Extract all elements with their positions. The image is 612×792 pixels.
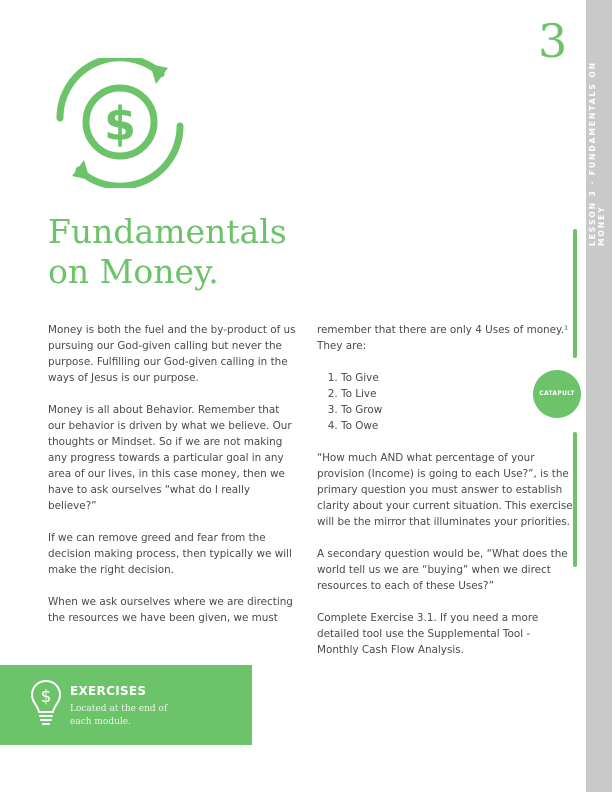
- accent-bar-bottom: [573, 432, 577, 567]
- paragraph: A secondary question would be, “What does the world tell us we are “buying” when we direct resources to each of these Uses?”: [317, 548, 568, 592]
- svg-text:$: $: [40, 687, 52, 707]
- paragraph: Complete Exercise 3.1. If you need a more detailed tool use the Supplemental Tool - Monthly Cash Flow Analysis.: [317, 612, 539, 656]
- catapult-badge: CATAPULT: [533, 370, 581, 418]
- right-column: [317, 322, 575, 674]
- paragraph: “How much AND what percentage of your provision (Income) is going to each Use?”, is the primary question you must answer to establish clarity about your current situation. This exercise will be the mirror that illuminates your priorities.: [317, 452, 573, 528]
- list-item: 2. To Live: [341, 386, 575, 402]
- accent-bar-top: [573, 229, 577, 358]
- paragraph: When we ask ourselves where we are directing the resources we have been given, we must: [48, 596, 293, 624]
- sidebar-lesson-label: LESSON 3 · FUNDAMENTALS ON MONEY: [588, 60, 606, 246]
- exercises-title: EXERCISES: [70, 684, 147, 698]
- dollar-lightbulb-icon: [30, 679, 62, 727]
- list-item: 4. To Owe: [341, 418, 575, 434]
- chapter-number: 3: [538, 14, 568, 68]
- left-column: [48, 322, 298, 642]
- title-line-1: Fundamentals: [48, 212, 287, 251]
- paragraph: remember that there are only 4 Uses of money.¹ They are:: [317, 324, 569, 352]
- paragraph: Money is all about Behavior. Remember that our behavior is driven by what we believe. Our thoughts or Mindset. So if we are not making any progress towards a particular goal in any area of our lives, in this case money, then we have to ask ourselves “what do I really believe?”: [48, 404, 292, 512]
- title-line-2: on Money.: [48, 252, 219, 291]
- dollar-cycle-icon: [46, 58, 190, 188]
- list-item: 3. To Grow: [341, 402, 575, 418]
- svg-text:$: $: [103, 97, 137, 151]
- paragraph: If we can remove greed and fear from the decision making process, then typically we will make the right decision.: [48, 532, 292, 576]
- exercises-subtitle: Located at the end of each module.: [70, 704, 168, 727]
- list-item: 1. To Give: [341, 370, 575, 386]
- page-title: [48, 212, 287, 292]
- paragraph: Money is both the fuel and the by-product of us pursuing our God-given calling but never the purpose. Fulfilling our God-given calling in the ways of Jesus is our purpose.: [48, 324, 296, 384]
